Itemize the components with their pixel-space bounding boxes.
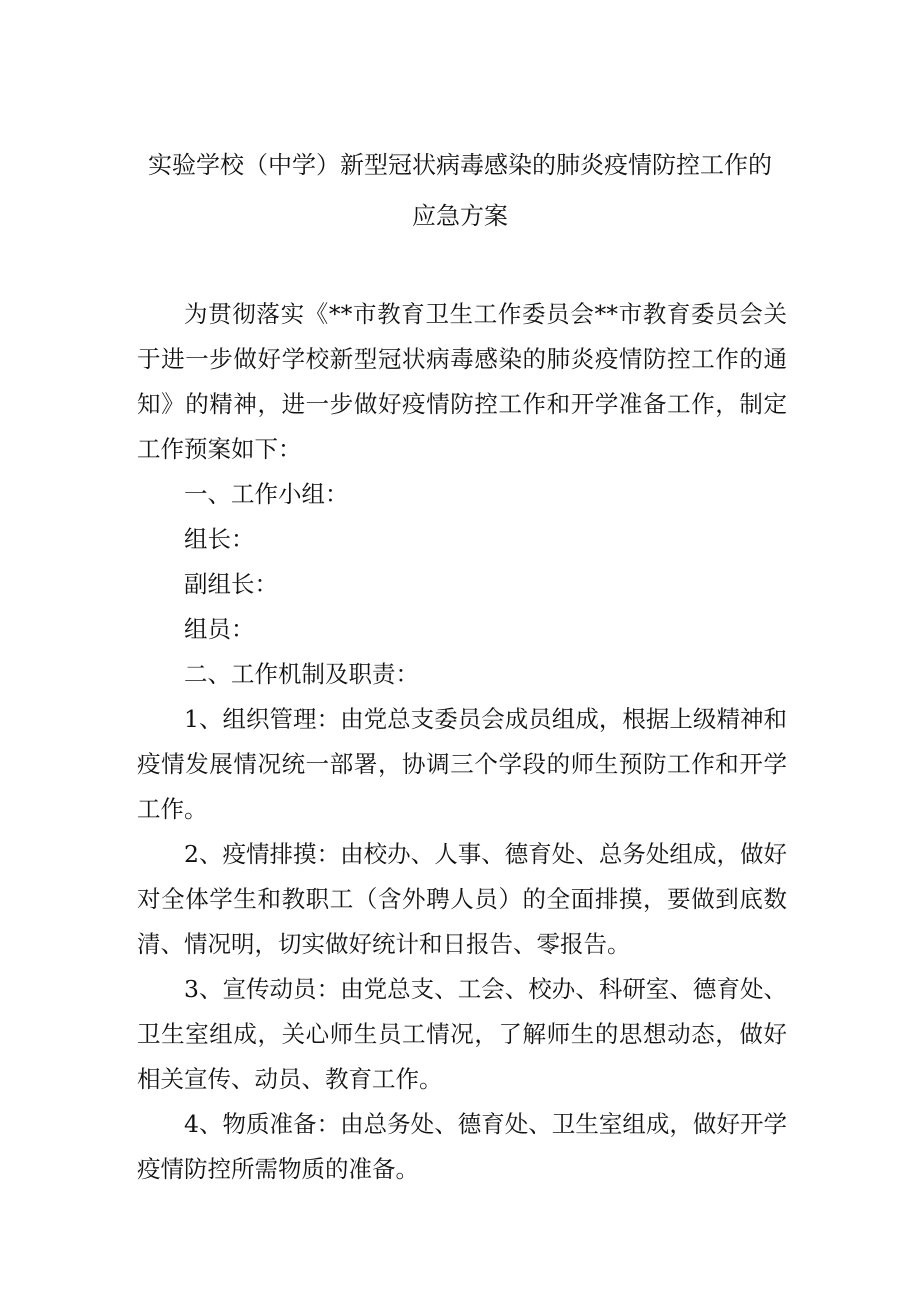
item-organization-management: 1、组织管理：由党总支委员会成员组成，根据上级精神和疫情发展情况统一部署，协调三个学段的师生预防工作和开学工作。 (137, 705, 787, 823)
item-publicity-mobilization: 3、宣传动员：由党总支、工会、校办、科研室、德育处、卫生室组成，关心师生员工情况，了解师生的思想动态，做好相关宣传、动员、教育工作。 (137, 975, 787, 1093)
section-heading-mechanism: 二、工作机制及职责： (184, 660, 419, 688)
document-title-line-2: 应急方案 (412, 202, 508, 230)
document-title-line-1: 实验学校（中学）新型冠状病毒感染的肺炎疫情防控工作的 (148, 151, 772, 179)
intro-paragraph: 为贯彻落实《**市教育卫生工作委员会**市教育委员会关于进一步做好学校新型冠状病毒感染的肺炎疫情防控工作的通知》的精神，进一步做好疫情防控工作和开学准备工作，制定工作预案如下： (137, 300, 787, 463)
deputy-group-leader-line: 副组长： (184, 570, 278, 598)
item-material-preparation: 4、物质准备：由总务处、德育处、卫生室组成，做好开学疫情防控所需物质的准备。 (137, 1110, 787, 1183)
item-epidemic-screening: 2、疫情排摸：由校办、人事、德育处、总务处组成，做好对全体学生和教职工（含外聘人员）的全面排摸，要做到底数清、情况明，切实做好统计和日报告、零报告。 (137, 840, 787, 958)
group-leader-line: 组长： (184, 525, 255, 553)
section-heading-work-group: 一、工作小组： (184, 480, 349, 508)
group-members-line: 组员： (184, 615, 255, 643)
document-body (137, 292, 787, 1192)
